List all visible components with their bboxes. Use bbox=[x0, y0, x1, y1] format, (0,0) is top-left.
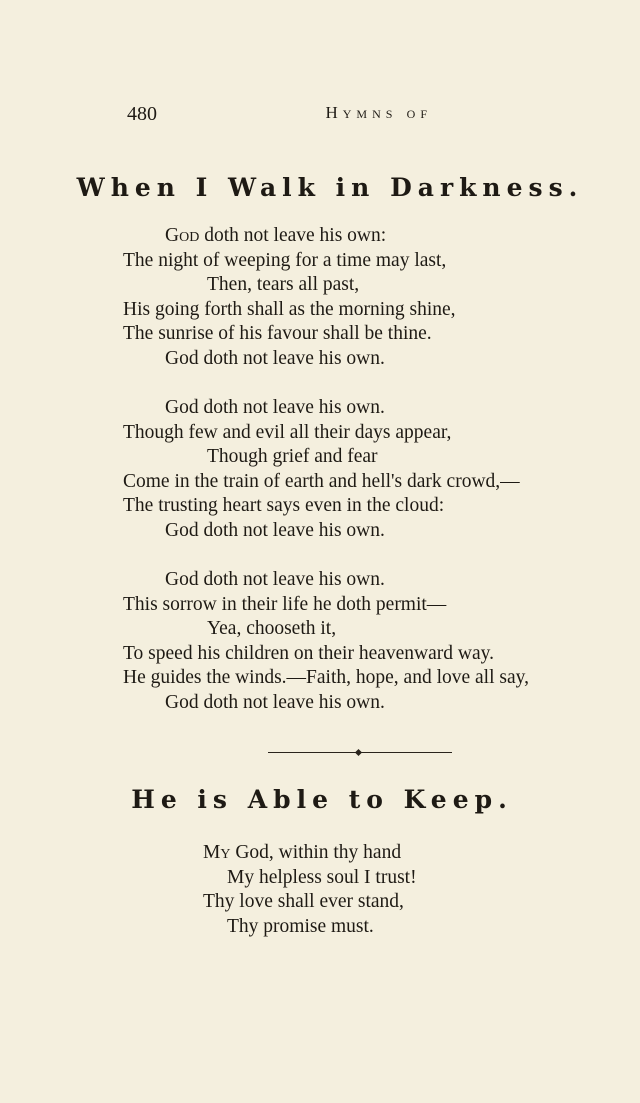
verse-line bbox=[203, 841, 417, 866]
verse-line: He guides the winds.—Faith, hope, and love all say, bbox=[123, 667, 529, 689]
verse-line: Thy love shall ever stand, bbox=[203, 891, 404, 913]
verse-line: This sorrow in their life he doth permit— bbox=[123, 593, 447, 615]
divider-diamond-ornament bbox=[355, 749, 362, 756]
verse-line-rest: God, within thy hand bbox=[230, 842, 402, 863]
verse-line: God doth not leave his own. bbox=[165, 691, 385, 713]
verse-line: The sunrise of his favour shall be thine. bbox=[123, 323, 432, 345]
verse-line: The trusting heart says even in the cloud: bbox=[123, 495, 445, 517]
verse-line: God doth not leave his own. bbox=[165, 569, 385, 590]
verse-line: God doth not leave his own. bbox=[165, 347, 385, 369]
hymn-title: He is Able to Keep. bbox=[131, 785, 513, 814]
verse-line: Then, tears all past, bbox=[207, 274, 360, 296]
verse-line: Yea, chooseth it, bbox=[207, 618, 337, 640]
running-title: Hymns of bbox=[325, 103, 432, 122]
verse-line: Though few and evil all their days appear, bbox=[123, 421, 452, 443]
stanza-1 bbox=[123, 224, 456, 372]
stanza-2 bbox=[123, 396, 520, 544]
hymn-title: When I Walk in Darkness. bbox=[76, 173, 584, 202]
page-number: 480 bbox=[127, 103, 157, 125]
verse-line-initial: My bbox=[203, 842, 231, 863]
verse-line: My helpless soul I trust! bbox=[227, 866, 417, 888]
verse-line: His going forth shall as the morning shine, bbox=[123, 298, 456, 320]
stanza-3 bbox=[123, 568, 529, 716]
verse-line: God doth not leave his own. bbox=[165, 397, 385, 418]
verse-line: The night of weeping for a time may last, bbox=[123, 249, 447, 271]
verse-line: Thy promise must. bbox=[227, 915, 374, 937]
section-divider bbox=[268, 750, 452, 756]
verse-line bbox=[123, 224, 456, 249]
verse-line: Though grief and fear bbox=[207, 446, 378, 468]
stanza-4 bbox=[203, 841, 417, 939]
verse-line: Come in the train of earth and hell's dark crowd,— bbox=[123, 470, 520, 492]
verse-line: To speed his children on their heavenward way. bbox=[123, 642, 494, 664]
verse-line-initial: God bbox=[165, 225, 200, 246]
verse-line-rest: doth not leave his own: bbox=[199, 225, 387, 246]
verse-line: God doth not leave his own. bbox=[165, 519, 385, 541]
